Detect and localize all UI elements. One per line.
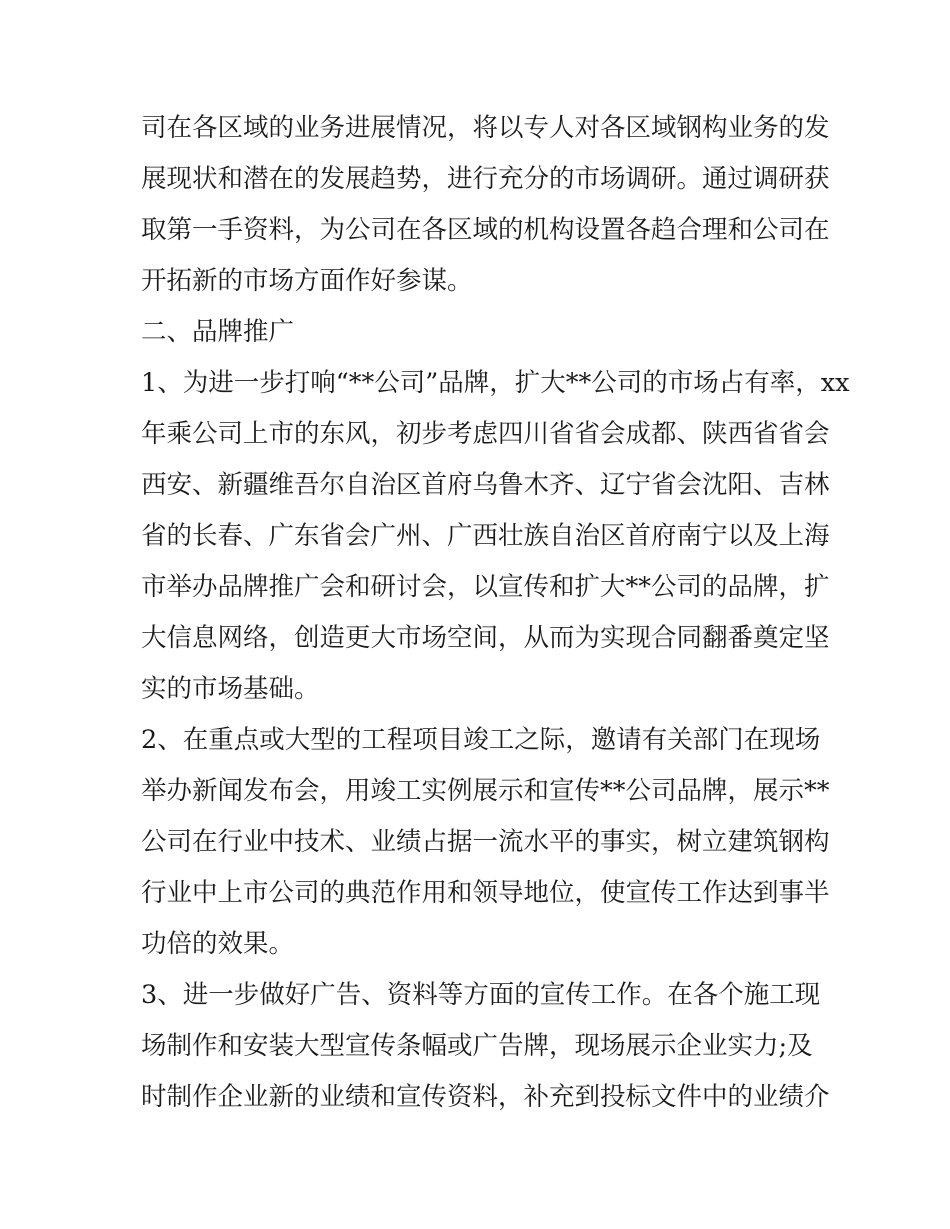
text-line: 年乘公司上市的东风，初步考虑四川省省会成都、陕西省省会: [141, 419, 830, 449]
text-line: 公司在行业中技术、业绩占据一流水平的事实，树立建筑钢构: [141, 827, 830, 857]
text-line: 开拓新的市场方面作好参谋。: [141, 266, 473, 296]
paragraph: [141, 715, 830, 970]
text-line: 行业中上市公司的典范作用和领导地位，使宣传工作达到事半: [141, 878, 830, 908]
paragraph: [141, 970, 830, 1123]
text-line: 场制作和安装大型宣传条幅或广告牌，现场展示企业实力;及: [141, 1031, 813, 1061]
text-line: 司在各区域的业务进展情况，将以专人对各区域钢构业务的发: [141, 113, 830, 143]
paragraph: [141, 103, 830, 307]
text-line: 3、进一步做好广告、资料等方面的宣传工作。在各个施工现: [141, 980, 821, 1010]
text-line: 展现状和潜在的发展趋势，进行充分的市场调研。通过调研获: [141, 164, 830, 194]
text-line: 取第一手资料，为公司在各区域的机构设置各趋合理和公司在: [141, 215, 830, 245]
text-line: 西安、新疆维吾尔自治区首府乌鲁木齐、辽宁省会沈阳、吉林: [141, 470, 830, 500]
text-line: 1、为进一步打响“**公司”品牌，扩大**公司的市场占有率，xx: [141, 368, 850, 398]
document-page: [141, 103, 850, 1123]
text-line: 二、品牌推广: [141, 317, 295, 347]
text-line: 时制作企业新的业绩和宣传资料，补充到投标文件中的业绩介: [141, 1082, 830, 1112]
text-line: 2、在重点或大型的工程项目竣工之际，邀请有关部门在现场: [141, 725, 821, 755]
text-line: 举办新闻发布会，用竣工实例展示和宣传**公司品牌，展示**: [141, 776, 830, 806]
text-line: 大信息网络，创造更大市场空间，从而为实现合同翻番奠定坚: [141, 623, 830, 653]
section-heading: [141, 307, 821, 358]
paragraph: [141, 358, 850, 715]
text-line: 省的长春、广东省会广州、广西壮族自治区首府南宁以及上海: [141, 521, 830, 551]
text-line: 市举办品牌推广会和研讨会，以宣传和扩大**公司的品牌，扩: [141, 572, 830, 602]
text-line: 实的市场基础。: [141, 674, 320, 704]
text-line: 功倍的效果。: [141, 929, 295, 959]
